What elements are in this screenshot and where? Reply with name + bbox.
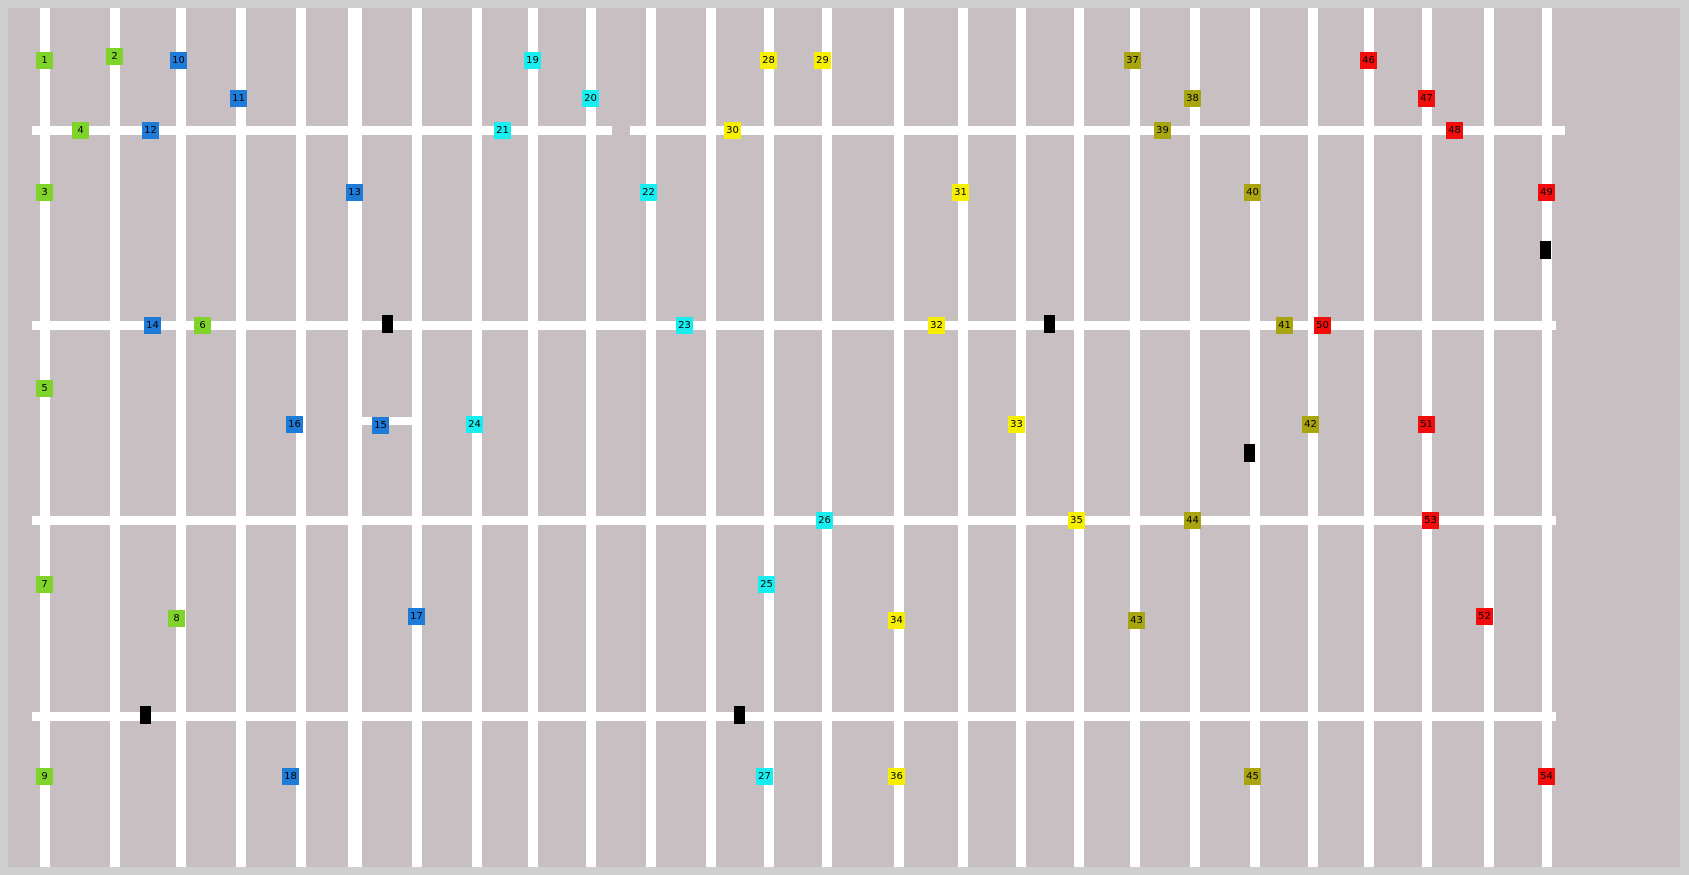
vehicle-marker[interactable]: 48: [1446, 122, 1463, 139]
vehicle-marker[interactable]: 19: [524, 52, 541, 69]
vehicle-marker[interactable]: 16: [286, 416, 303, 433]
road-vertical: [472, 8, 482, 867]
vehicle-marker[interactable]: 25: [758, 576, 775, 593]
road-vertical: [1130, 8, 1140, 867]
vehicle-marker[interactable]: 5: [36, 380, 53, 397]
vehicle-marker[interactable]: 33: [1008, 416, 1025, 433]
vehicle-marker[interactable]: 23: [676, 317, 693, 334]
road-vertical: [1016, 8, 1026, 867]
vehicle-marker[interactable]: 6: [194, 317, 211, 334]
vehicle-marker[interactable]: 15: [372, 417, 389, 434]
road-vertical: [958, 8, 968, 867]
vehicle-marker[interactable]: 8: [168, 610, 185, 627]
vehicle-marker[interactable]: 37: [1124, 52, 1141, 69]
blocked-vehicle: [1540, 241, 1551, 259]
road-vertical: [236, 8, 246, 867]
road-horizontal: [32, 126, 612, 135]
traffic-map: [8, 8, 1680, 867]
road-vertical: [412, 8, 422, 867]
vehicle-marker[interactable]: 26: [816, 512, 833, 529]
road-vertical: [646, 8, 656, 867]
vehicle-marker[interactable]: 12: [142, 122, 159, 139]
vehicle-marker[interactable]: 49: [1538, 184, 1555, 201]
vehicle-marker[interactable]: 13: [346, 184, 363, 201]
vehicle-marker[interactable]: 46: [1360, 52, 1377, 69]
blocked-vehicle: [140, 706, 151, 724]
vehicle-marker[interactable]: 29: [814, 52, 831, 69]
vehicle-marker[interactable]: 11: [230, 90, 247, 107]
road-vertical: [296, 8, 306, 867]
vehicle-marker[interactable]: 20: [582, 90, 599, 107]
road-vertical: [894, 8, 904, 867]
vehicle-marker[interactable]: 50: [1314, 317, 1331, 334]
blocked-vehicle: [734, 706, 745, 724]
vehicle-marker[interactable]: 7: [36, 576, 53, 593]
vehicle-marker[interactable]: 54: [1538, 768, 1555, 785]
road-horizontal: [32, 516, 1556, 525]
vehicle-marker[interactable]: 17: [408, 608, 425, 625]
vehicle-marker[interactable]: 14: [144, 317, 161, 334]
vehicle-marker[interactable]: 40: [1244, 184, 1261, 201]
road-vertical: [764, 8, 774, 867]
vehicle-marker[interactable]: 2: [106, 48, 123, 65]
blocked-vehicle: [1244, 444, 1255, 462]
vehicle-marker[interactable]: 9: [36, 768, 53, 785]
vehicle-marker[interactable]: 51: [1418, 416, 1435, 433]
blocked-vehicle: [382, 315, 393, 333]
road-vertical: [348, 8, 362, 867]
blocked-vehicle: [1044, 315, 1055, 333]
road-vertical: [1250, 8, 1260, 867]
vehicle-marker[interactable]: 4: [72, 122, 89, 139]
vehicle-marker[interactable]: 27: [756, 768, 773, 785]
vehicle-marker[interactable]: 30: [724, 122, 741, 139]
vehicle-marker[interactable]: 28: [760, 52, 777, 69]
road-vertical: [1190, 8, 1200, 867]
road-vertical: [1422, 8, 1432, 867]
road-vertical: [110, 8, 120, 867]
road-vertical: [1484, 8, 1494, 867]
road-horizontal: [630, 126, 1565, 135]
vehicle-marker[interactable]: 52: [1476, 608, 1493, 625]
road-vertical: [586, 8, 596, 867]
vehicle-marker[interactable]: 41: [1276, 317, 1293, 334]
vehicle-marker[interactable]: 1: [36, 52, 53, 69]
vehicle-marker[interactable]: 44: [1184, 512, 1201, 529]
vehicle-marker[interactable]: 45: [1244, 768, 1261, 785]
vehicle-marker[interactable]: 47: [1418, 90, 1435, 107]
vehicle-marker[interactable]: 3: [36, 184, 53, 201]
road-vertical: [706, 8, 716, 867]
vehicle-marker[interactable]: 31: [952, 184, 969, 201]
vehicle-marker[interactable]: 35: [1068, 512, 1085, 529]
vehicle-marker[interactable]: 24: [466, 416, 483, 433]
road-vertical: [176, 8, 186, 867]
vehicle-marker[interactable]: 53: [1422, 512, 1439, 529]
vehicle-marker[interactable]: 21: [494, 122, 511, 139]
road-vertical: [1074, 8, 1084, 867]
road-horizontal: [32, 712, 1556, 721]
road-vertical: [1308, 8, 1318, 867]
road-vertical: [1364, 8, 1374, 867]
vehicle-marker[interactable]: 18: [282, 768, 299, 785]
vehicle-marker[interactable]: 43: [1128, 612, 1145, 629]
road-vertical: [822, 8, 832, 867]
road-vertical: [528, 8, 538, 867]
road-vertical: [40, 8, 50, 867]
vehicle-marker[interactable]: 10: [170, 52, 187, 69]
vehicle-marker[interactable]: 38: [1184, 90, 1201, 107]
vehicle-marker[interactable]: 39: [1154, 122, 1171, 139]
vehicle-marker[interactable]: 42: [1302, 416, 1319, 433]
vehicle-marker[interactable]: 34: [888, 612, 905, 629]
vehicle-marker[interactable]: 22: [640, 184, 657, 201]
vehicle-marker[interactable]: 36: [888, 768, 905, 785]
vehicle-marker[interactable]: 32: [928, 317, 945, 334]
road-vertical: [1542, 8, 1552, 867]
